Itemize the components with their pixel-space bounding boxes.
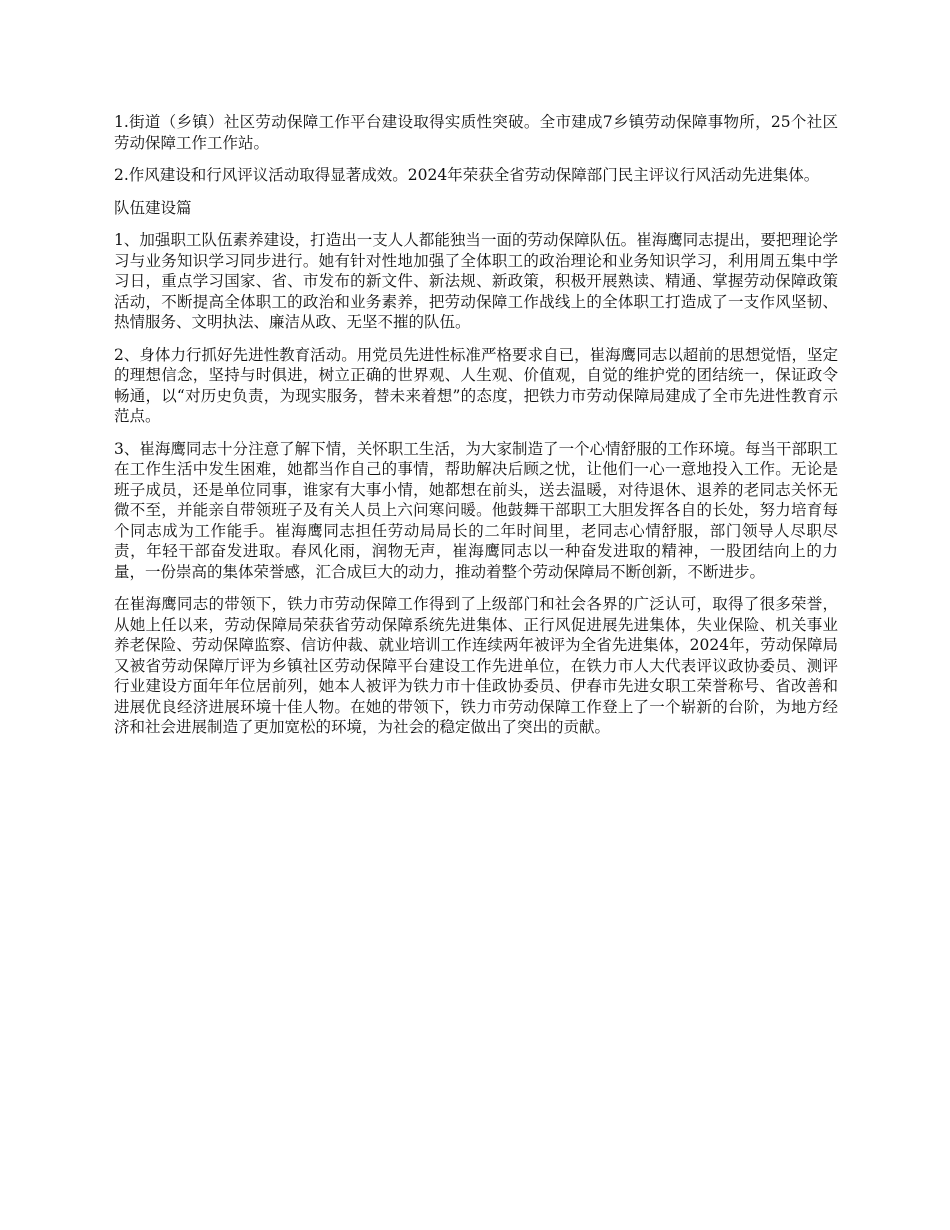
paragraph-3: 1、加强职工队伍素养建设，打造出一支人人都能独当一面的劳动保障队伍。崔海鹰同志提出，要把理论学习与业务知识学习同步进行。她有针对性地加强了全体职工的政治理论和业务知识学习，利用周五集中学习日，重点学习国家、省、市发布的新文件、新法规、新政策，积极开展熟读、精通、掌握劳动保障政策活动，不断提高全体职工的政治和业务素养，把劳动保障工作战线上的全体职工打造成了一支作风坚韧、热情服务、文明执法、廉洁从政、无坚不摧的队伍。 — [114, 231, 838, 331]
paragraph-1: 1.街道（乡镇）社区劳动保障工作平台建设取得实质性突破。全市建成7乡镇劳动保障事物所，25个社区劳动保障工作工作站。 — [114, 113, 838, 152]
paragraph-6: 在崔海鹰同志的带领下，铁力市劳动保障工作得到了上级部门和社会各界的广泛认可，取得了很多荣誉，从她上任以来，劳动保障局荣获省劳动保障系统先进集体、正行风促进展先进集体，失业保险、机关事业养老保险、劳动保障监察、信访仲裁、就业培训工作连续两年被评为全省先进集体，2024年，劳动保障局又被省劳动保障厅评为乡镇社区劳动保障平台建设工作先进单位，在铁力市人大代表评议政协委员、测评行业建设方面年年位居前列，她本人被评为铁力市十佳政协委员、伊春市先进女职工荣誉称号、省改善和进展优良经济进展环境十佳人物。在她的带领下，铁力市劳动保障工作登上了一个崭新的台阶，为地方经济和社会进展制造了更加宽松的环境，为社会的稳定做出了突出的贡献。 — [114, 595, 838, 736]
paragraph-2: 2.作风建设和行风评议活动取得显著成效。2024年荣获全省劳动保障部门民主评议行风活动先进集体。 — [114, 166, 820, 184]
document-body — [114, 112, 838, 750]
paragraph-5: 3、崔海鹰同志十分注意了解下情，关怀职工生活，为大家制造了一个心情舒服的工作环境。每当干部职工在工作生活中发生困难，她都当作自己的事情，帮助解决后顾之忧，让他们一心一意地投入工作。无论是班子成员，还是单位同事，谁家有大事小情，她都想在前头，送去温暖，对待退休、退养的老同志关怀无微不至，并能亲自带领班子及有关人员上六问寒问暖。他鼓舞干部职工大胆发挥各自的长处，努力培育每个同志成为工作能手。崔海鹰同志担任劳动局局长的二年时间里，老同志心情舒服，部门领导人尽职尽责，年轻干部奋发进取。春风化雨，润物无声，崔海鹰同志以一种奋发进取的精神，一股团结向上的力量，一份崇高的集体荣誉感，汇合成巨大的动力，推动着整个劳动保障局不断创新，不断进步。 — [114, 439, 838, 581]
section-heading: 队伍建设篇 — [114, 198, 192, 217]
paragraph-4: 2、身体力行抓好先进性教育活动。用党员先进性标准严格要求自已，崔海鹰同志以超前的思想觉悟，坚定的理想信念，坚持与时俱进，树立正确的世界观、人生观、价值观，自觉的维护党的团结统一，保证政令畅通，以“对历史负责，为现实服务，替未来着想”的态度，把铁力市劳动保障局建成了全市先进性教育示范点。 — [114, 345, 838, 425]
